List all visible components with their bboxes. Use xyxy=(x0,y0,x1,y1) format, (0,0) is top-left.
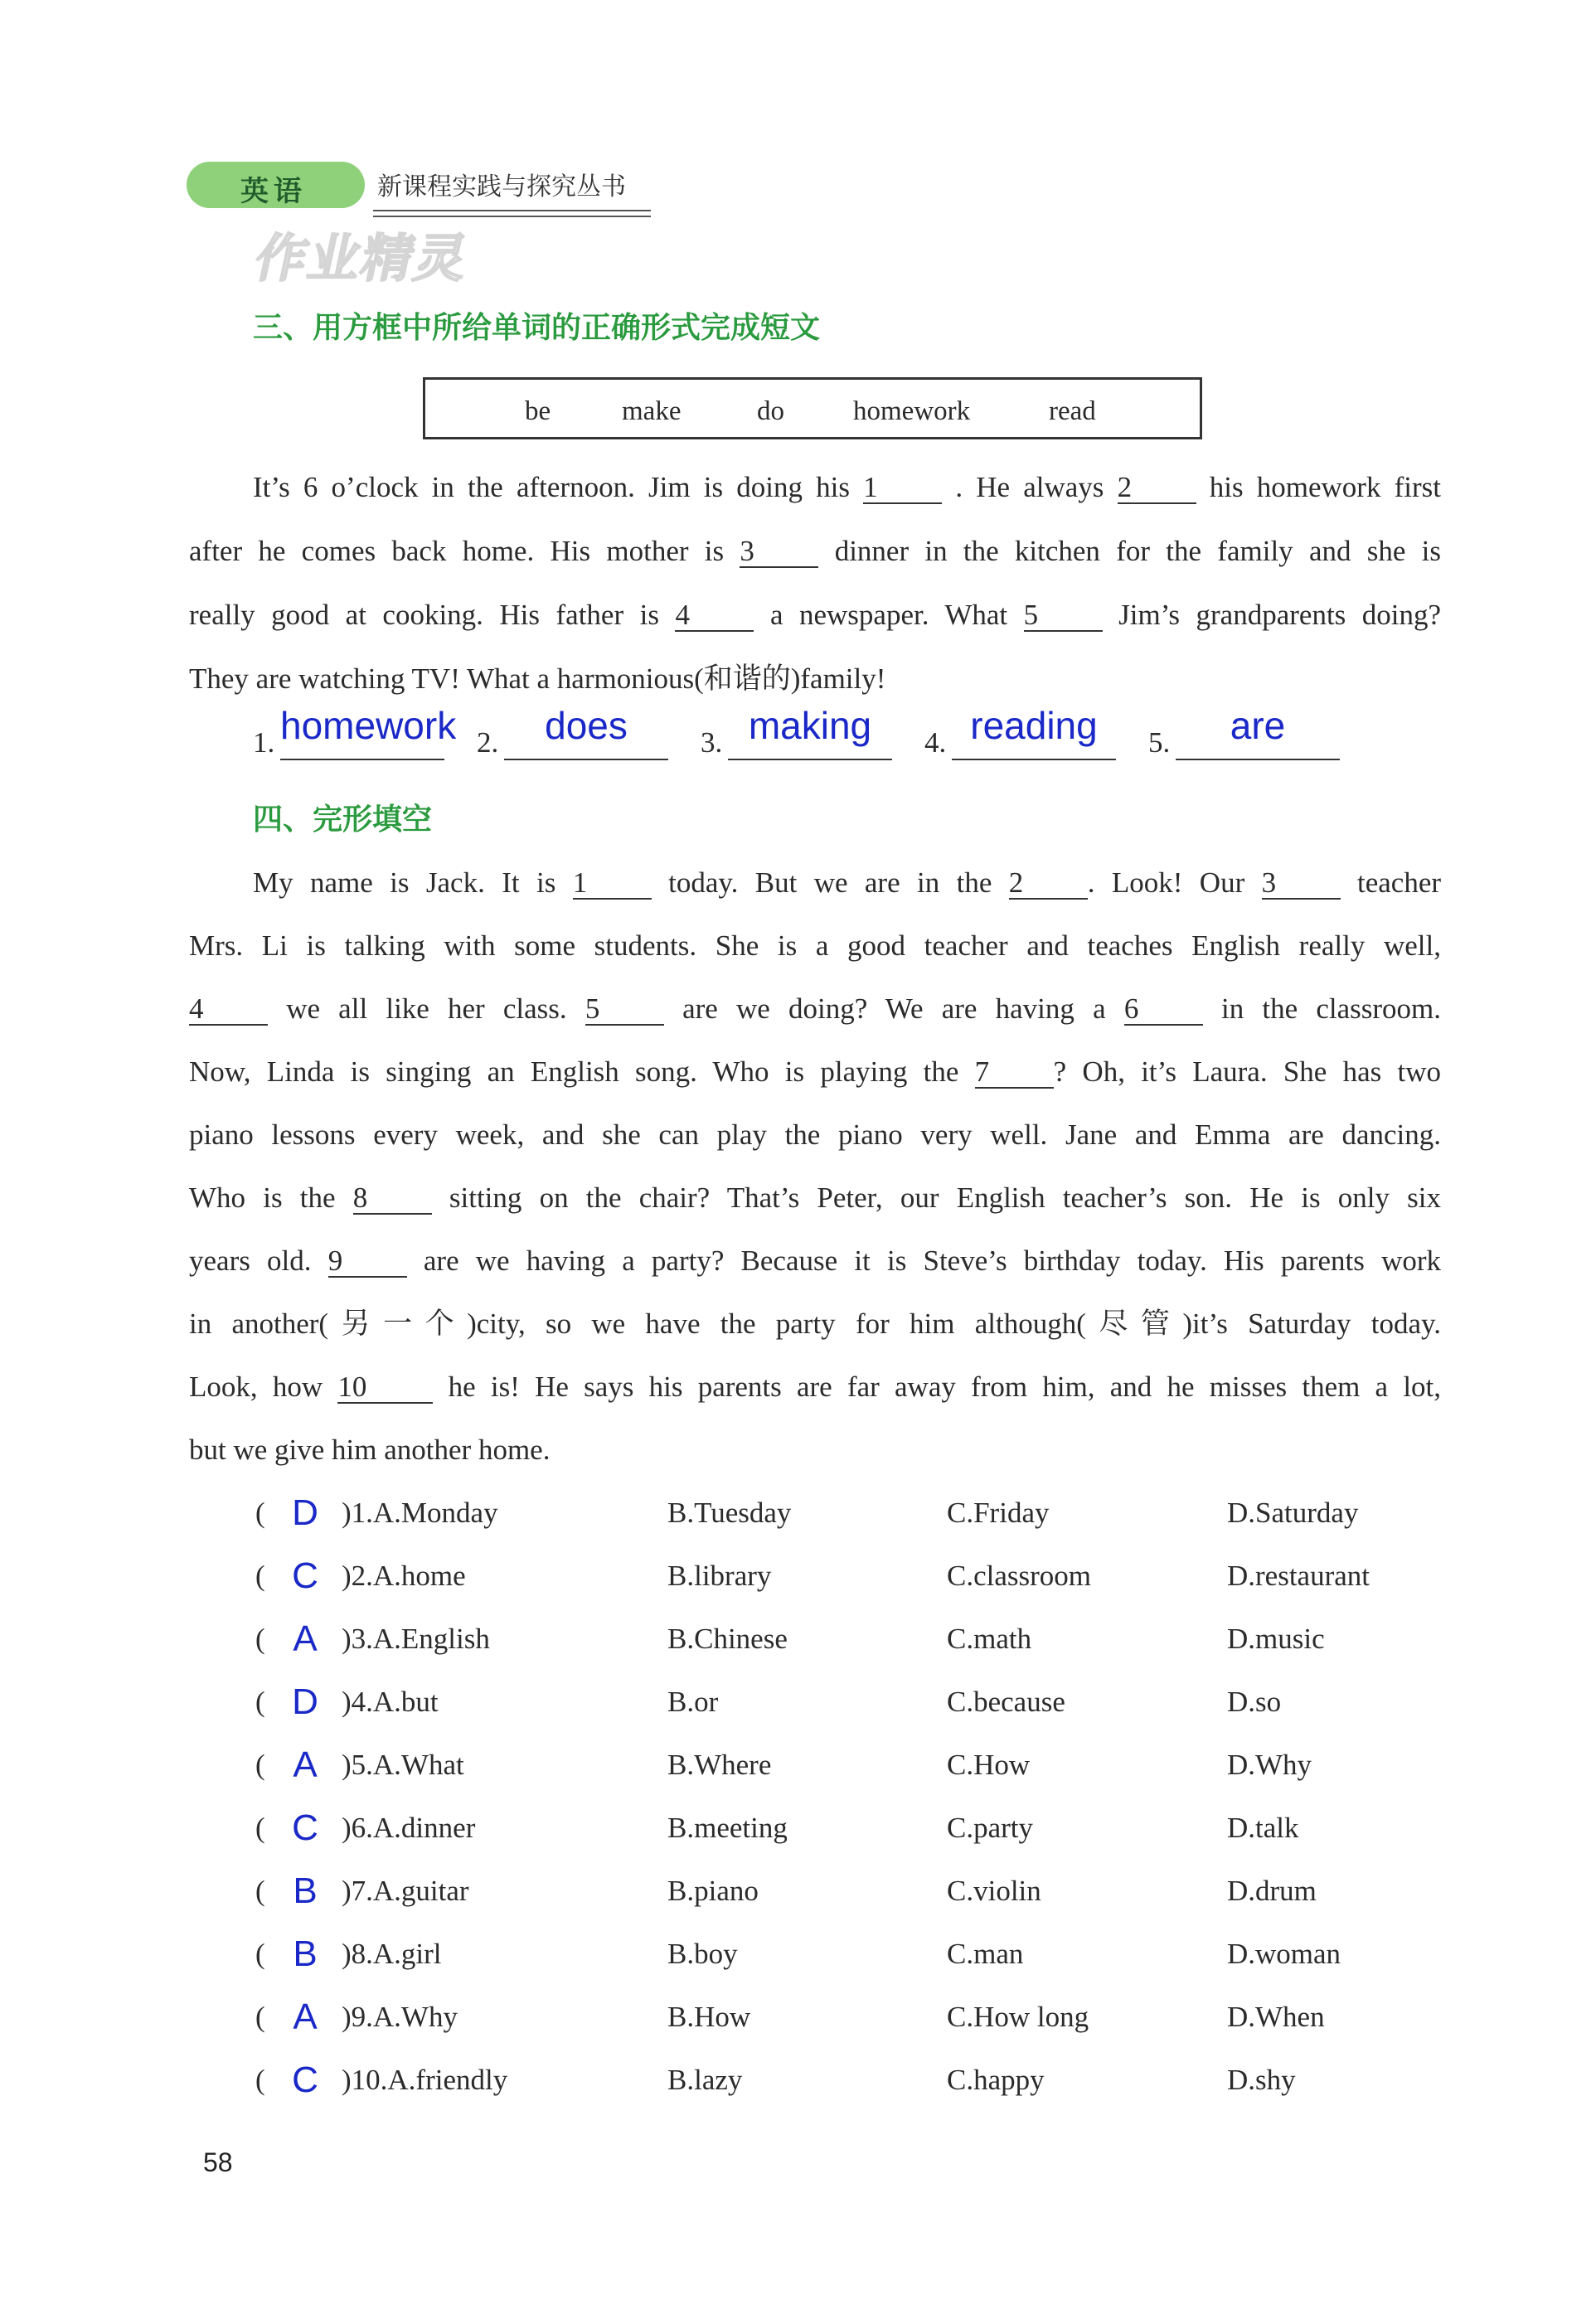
header-rule xyxy=(373,210,651,211)
page-number: 58 xyxy=(203,2147,233,2177)
word-box xyxy=(423,377,1202,439)
subject-label: 英语 xyxy=(240,175,307,208)
passage-line: It’s 6 o’clock in the afternoon. Jim is doing his 1 . He always 2 his homework first xyxy=(253,471,1442,503)
option-d: D.music xyxy=(1227,1623,1325,1655)
series-title: 新课程实践与探究丛书 xyxy=(377,172,626,201)
option-b: B.piano xyxy=(667,1875,759,1907)
open-paren: ( xyxy=(255,1875,265,1907)
option-b: B.Tuesday xyxy=(667,1497,792,1529)
word-box-item: do xyxy=(757,396,784,426)
passage-line: really good at cooking. His father is 4 a newspaper. What 5 Jim’s grandparents doing? xyxy=(189,599,1442,631)
answer-line xyxy=(504,759,668,760)
option-a: )9.A.Why xyxy=(342,2001,458,2033)
word-box-item: homework xyxy=(853,396,971,426)
option-b: B.lazy xyxy=(667,2064,743,2096)
answer-word: homework xyxy=(280,704,457,747)
option-d: D.woman xyxy=(1227,1938,1341,1970)
option-a: )10.A.friendly xyxy=(342,2064,508,2096)
option-c: C.How xyxy=(947,1749,1031,1781)
option-a: )7.A.guitar xyxy=(342,1875,469,1907)
passage-line: in another(另一个)city, so we have the party for him although(尽管)it’s Saturday today. xyxy=(189,1308,1441,1340)
answer-line xyxy=(952,759,1116,760)
answer-choice: C xyxy=(292,1807,318,1848)
section4-title: 四、完形填空 xyxy=(253,803,433,837)
option-a: )4.A.but xyxy=(342,1686,439,1718)
word-box-item: make xyxy=(622,396,682,426)
open-paren: ( xyxy=(255,1812,265,1844)
option-c: C.because xyxy=(947,1686,1065,1718)
open-paren: ( xyxy=(255,2064,265,2096)
answer-choice: D xyxy=(292,1492,318,1533)
passage-line: years old. 9 are we having a party? Because it is Steve’s birthday today. His parents work xyxy=(189,1244,1441,1277)
word-box-item: read xyxy=(1049,396,1096,426)
passage-line: Mrs. Li is talking with some students. She is a good teacher and teaches English really well, xyxy=(189,929,1441,962)
answer-choice: C xyxy=(292,1555,318,1596)
option-b: B.meeting xyxy=(667,1812,788,1844)
option-b: B.boy xyxy=(667,1938,738,1970)
open-paren: ( xyxy=(255,1686,265,1718)
passage-line: Look, how 10 he is! He says his parents are far away from him, and he misses them a lot, xyxy=(189,1371,1442,1403)
option-b: B.Chinese xyxy=(667,1623,788,1655)
option-b: B.Where xyxy=(667,1749,772,1781)
option-c: C.happy xyxy=(947,2064,1045,2096)
open-paren: ( xyxy=(255,1623,265,1655)
word-box-item: be xyxy=(525,396,551,426)
answer-choice: A xyxy=(293,1618,318,1659)
option-c: C.violin xyxy=(947,1875,1041,1907)
open-paren: ( xyxy=(255,2001,265,2033)
option-b: B.library xyxy=(667,1560,772,1592)
open-paren: ( xyxy=(255,1560,265,1592)
option-d: D.When xyxy=(1227,2001,1325,2033)
answer-word: does xyxy=(545,704,628,747)
option-c: C.Friday xyxy=(947,1497,1050,1529)
option-a: )3.A.English xyxy=(342,1623,490,1655)
passage-line: Who is the 8 sitting on the chair? That’s Peter, our English teacher’s son. He is only six xyxy=(189,1181,1442,1214)
option-c: C.party xyxy=(947,1812,1034,1844)
answer-number: 1. xyxy=(253,726,275,759)
answer-word: making xyxy=(748,704,872,747)
option-a: )1.A.Monday xyxy=(342,1497,498,1529)
option-a: )5.A.What xyxy=(342,1749,464,1781)
answer-choice: D xyxy=(292,1681,318,1722)
passage-line: 4 we all like her class. 5 are we doing? We are having a 6 in the classroom. xyxy=(189,992,1442,1025)
passage-line: after he comes back home. His mother is 3 dinner in the kitchen for the family and she is xyxy=(189,535,1442,567)
answer-line xyxy=(728,759,892,760)
answer-line xyxy=(280,759,444,760)
option-c: C.How long xyxy=(947,2001,1089,2033)
passage-line: My name is Jack. It is 1 today. But we are in the 2 . Look! Our 3 teacher xyxy=(253,866,1442,899)
answer-choice: C xyxy=(292,2060,318,2100)
option-d: D.so xyxy=(1227,1686,1282,1718)
option-a: )8.A.girl xyxy=(342,1938,442,1970)
option-d: D.restaurant xyxy=(1227,1560,1370,1592)
answer-number: 4. xyxy=(924,726,947,759)
answer-choice: A xyxy=(293,1744,318,1785)
option-c: C.classroom xyxy=(947,1560,1092,1592)
answer-choice: A xyxy=(293,1997,318,2037)
option-c: C.math xyxy=(947,1623,1032,1655)
section3-title: 三、用方框中所给单词的正确形式完成短文 xyxy=(253,311,821,345)
passage-line: Now, Linda is singing an English song. Who is playing the 7 ? Oh, it’s Laura. She has two xyxy=(189,1055,1441,1088)
option-b: B.How xyxy=(667,2001,751,2033)
answer-choice: B xyxy=(293,1870,318,1911)
option-d: D.Why xyxy=(1227,1749,1312,1781)
answer-word: are xyxy=(1230,704,1286,747)
option-d: D.shy xyxy=(1227,2064,1296,2096)
answer-number: 2. xyxy=(477,726,499,759)
answer-line xyxy=(1176,759,1340,760)
open-paren: ( xyxy=(255,1497,265,1529)
watermark-logo: 作业精灵 xyxy=(250,228,475,289)
open-paren: ( xyxy=(255,1938,265,1970)
option-d: D.drum xyxy=(1227,1875,1317,1907)
answer-number: 3. xyxy=(701,726,723,759)
passage-line: but we give him another home. xyxy=(189,1434,551,1466)
option-d: D.talk xyxy=(1227,1812,1299,1844)
option-b: B.or xyxy=(667,1686,719,1718)
option-d: D.Saturday xyxy=(1227,1497,1359,1529)
option-c: C.man xyxy=(947,1938,1024,1970)
answer-number: 5. xyxy=(1148,726,1171,759)
answer-choice: B xyxy=(293,1933,318,1974)
option-a: )2.A.home xyxy=(342,1560,466,1592)
passage-line: They are watching TV! What a harmonious(和谐的)family! xyxy=(189,662,886,695)
option-a: )6.A.dinner xyxy=(342,1812,476,1844)
passage-line: piano lessons every week, and she can play the piano very well. Jane and Emma are dancing. xyxy=(189,1118,1441,1151)
answer-word: reading xyxy=(970,704,1098,747)
open-paren: ( xyxy=(255,1749,265,1781)
